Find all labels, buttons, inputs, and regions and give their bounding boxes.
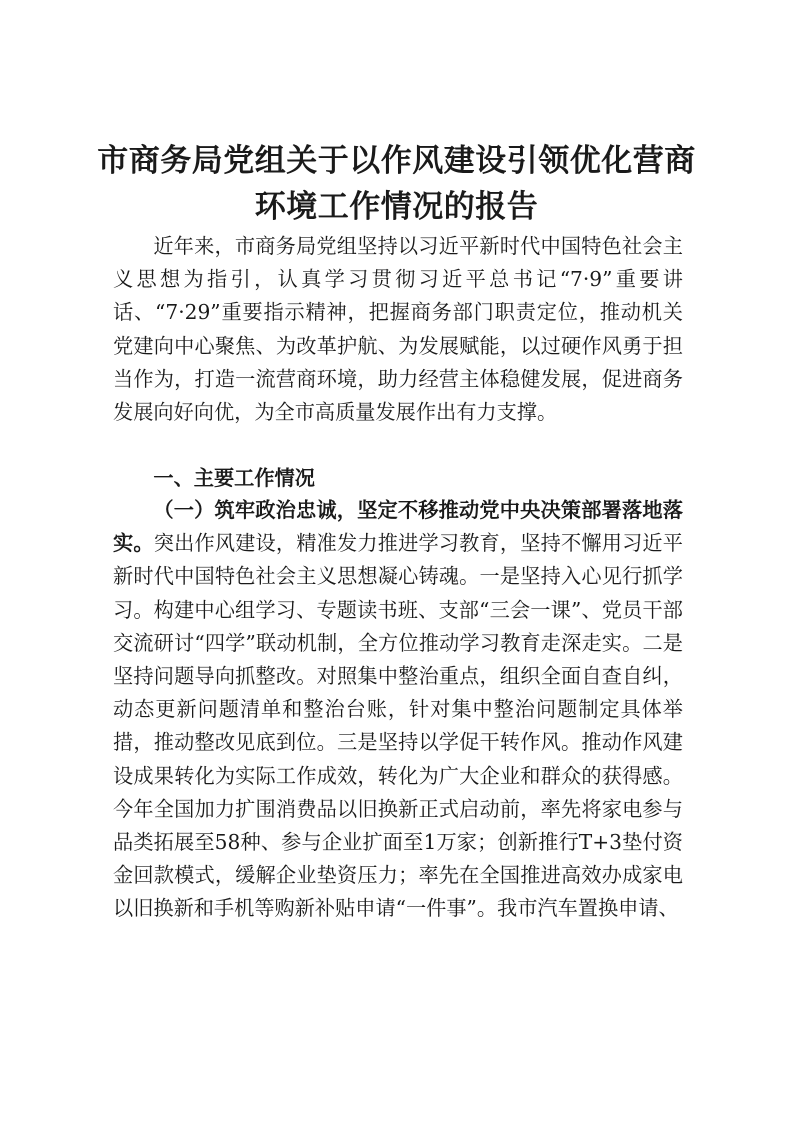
subsection-paragraph (113, 494, 683, 926)
document-title: 市商务局党组关于以作风建设引领优化营商环境工作情况的报告 (97, 143, 696, 225)
intro-paragraph: 近年来，市商务局党组坚持以习近平新时代中国特色社会主义思想为指引，认真学习贯彻习近平总书记“7·9”重要讲话、“7·29”重要指示精神，把握商务部门职责定位，推动机关党建向中心聚焦、为改革护航、为发展赋能，以过硬作风勇于担当作为，打造一流营商环境，助力经营主体稳健发展，促进商务发展向好向优，为全市高质量发展作出有力支撑。 (113, 234, 683, 425)
subsection-lead: （一）筑牢政治忠诚，坚定不移推动党中央决策部署落地落实。 (113, 498, 683, 556)
section-heading: 一、主要工作情况 (153, 466, 315, 490)
subsection-body: 突出作风建设，精准发力推进学习教育，坚持不懈用习近平新时代中国特色社会主义思想凝心铸魂。一是坚持入心见行抓学习。构建中心组学习、专题读书班、支部“三会一课”、党员干部交流研讨“四学”联动机制，全方位推动学习教育走深走实。二是坚持问题导向抓整改。对照集中整治重点，组织全面自查自纠，动态更新问题清单和整治台账，针对集中整治问题制定具体举措，推动整改见底到位。三是坚持以学促干转作风。推动作风建设成果转化为实际工作成效，转化为广大企业和群众的获得感。今年全国加力扩围消费品以旧换新正式启动前，率先将家电参与品类拓展至58种、参与企业扩面至1万家；创新推行T+3垫付资金回款模式，缓解企业垫资压力；率先在全国推进高效办成家电以旧换新和手机等购新补贴申请“一件事”。我市汽车置换申请、 (113, 531, 683, 921)
